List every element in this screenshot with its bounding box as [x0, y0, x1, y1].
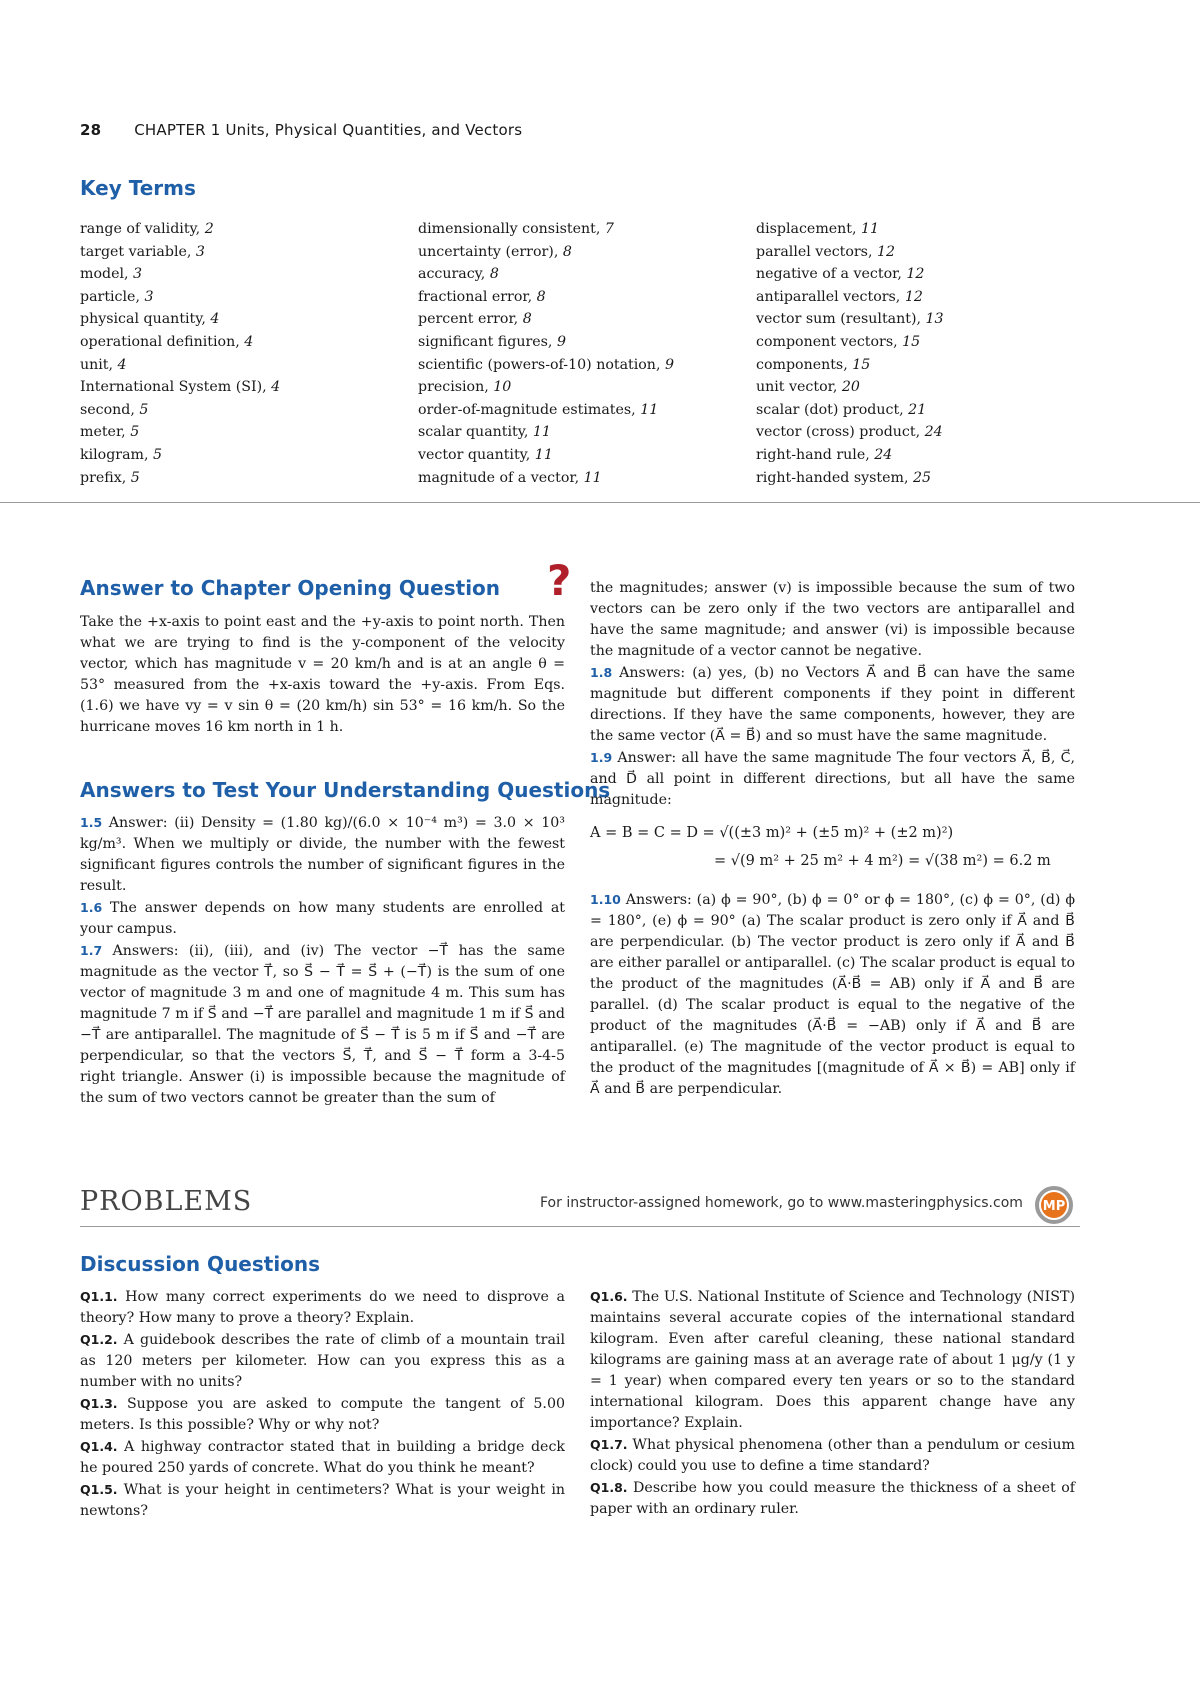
discussion-question: Q1.6. The U.S. National Institute of Science and Technology (NIST) maintains several accurate copies of the international standard kilogram. Even after careful cleaning, these national standard kilograms are gaining mass at an average rate of about 1 μg/y (1 y = 1 year) when compared every ten years or so to the standard international kilogram. Does this apparent change have any importance? Explain. — [590, 1289, 1075, 1431]
key-term: component vectors, 15 — [756, 333, 921, 350]
opening-answer-text: Take the +x-axis to point east and the +y-axis to point north. Then what we are trying to find is the y-component of the velocity vector, which has magnitude v = 20 km/h and is at an angle θ = 53° measured from the +x-axis toward the +y-axis. From Eqs. (1.6) we have vy = v sin θ = (20 km/h) sin 53° = 16 km/h. So the hurricane moves 16 km north in 1 h. — [80, 614, 565, 735]
tyu-right-column — [590, 578, 1075, 1100]
key-term: fractional error, 8 — [418, 288, 546, 305]
key-term: physical quantity, 4 — [80, 311, 220, 328]
key-term: unit, 4 — [80, 356, 127, 373]
key-terms-column-1 — [80, 218, 280, 489]
tyu-answer-1-9: 1.9 Answer: all have the same magnitude The four vectors A⃗, B⃗, C⃗, and D⃗ all point in different directions, but all have the same magnitude: — [590, 750, 1075, 808]
key-term: right-hand rule, 24 — [756, 446, 893, 463]
key-term: vector sum (resultant), 13 — [756, 311, 944, 328]
chapter-title: CHAPTER 1 Units, Physical Quantities, and Vectors — [134, 121, 523, 139]
discussion-question: Q1.4. A highway contractor stated that in building a bridge deck he poured 250 yards of concrete. What do you think he meant? — [80, 1439, 565, 1476]
key-term: displacement, 11 — [756, 221, 880, 237]
key-term: prefix, 5 — [80, 469, 140, 486]
key-term: precision, 10 — [418, 379, 512, 396]
discussion-question: Q1.8. Describe how you could measure the thickness of a sheet of paper with an ordinary ruler. — [590, 1480, 1075, 1517]
key-term: vector quantity, 11 — [418, 446, 553, 463]
discussion-question: Q1.7. What physical phenomena (other than a pendulum or cesium clock) could you use to define a time standard? — [590, 1437, 1075, 1474]
discussion-question: Q1.2. A guidebook describes the rate of climb of a mountain trail as 120 meters per kilometer. How can you express this as a number with no units? — [80, 1332, 565, 1390]
key-term: scientific (powers-of-10) notation, 9 — [418, 356, 674, 373]
key-term: target variable, 3 — [80, 243, 205, 260]
discussion-right-column — [590, 1286, 1075, 1520]
section-divider — [0, 502, 1200, 503]
key-term: antiparallel vectors, 12 — [756, 288, 923, 305]
discussion-left-column — [80, 1286, 565, 1522]
problems-divider — [80, 1226, 1080, 1227]
key-term: vector (cross) product, 24 — [756, 424, 943, 441]
tyu-answer-1-7: 1.7 Answers: (ii), (iii), and (iv) The vector −T⃗ has the same magnitude as the vector T⃗, so S⃗ − T⃗ = S⃗ + (−T⃗) is the sum of one vector of magnitude 3 m and one of magnitude 4 m. This sum has magnitude 7 m if S⃗ and −T⃗ are parallel and magnitude 1 m if S⃗ and −T⃗ are antiparallel. The magnitude of S⃗ − T⃗ is 5 m if S⃗ and −T⃗ are perpendicular, so that the vectors S⃗, T⃗, and S⃗ − T⃗ form a 3-4-5 right triangle. Answer (i) is impossible because the magnitude of the sum of two vectors cannot be greater than the sum of — [80, 943, 565, 1106]
tyu-answer-1-10: 1.10 Answers: (a) ϕ = 90°, (b) ϕ = 0° or ϕ = 180°, (c) ϕ = 0°, (d) ϕ = 180°, (e) ϕ = 90° (a) The scalar product is zero only if A⃗ and B⃗ are perpendicular. (b) The vector product is zero only if A⃗ and B⃗ are either parallel or antiparallel. (c) The scalar product is equal to the product of the magnitudes (A⃗·B⃗ = AB) only if A⃗ and B⃗ are parallel. (d) The scalar product is equal to the negative of the product of the magnitudes (A⃗·B⃗ = −AB) only if A⃗ and B⃗ are antiparallel. (e) The magnitude of the vector product is equal to the product of the magnitudes [(magnitude of A⃗ × B⃗) = AB] only if A⃗ and B⃗ are perpendicular. — [590, 892, 1075, 1097]
problems-title: PROBLEMS — [80, 1186, 253, 1217]
key-term: scalar (dot) product, 21 — [756, 401, 927, 418]
key-term: scalar quantity, 11 — [418, 424, 551, 441]
key-term: unit vector, 20 — [756, 379, 860, 396]
key-term: uncertainty (error), 8 — [418, 243, 572, 260]
key-term: accuracy, 8 — [418, 266, 499, 283]
key-term: negative of a vector, 12 — [756, 266, 925, 283]
tyu-answer-1-7-continued: the magnitudes; answer (v) is impossible because the sum of two vectors can be zero only if the two vectors are antiparallel and have the same magnitude; and answer (vi) is impossible because the magnitude of a vector cannot be negative. — [590, 580, 1075, 659]
key-term: components, 15 — [756, 356, 871, 373]
magnitude-equation-line-1: A = B = C = D = √((±3 m)² + (±5 m)² + (±2 m)²) — [590, 825, 954, 841]
discussion-question: Q1.5. What is your height in centimeters? What is your weight in newtons? — [80, 1482, 565, 1519]
running-header — [80, 121, 522, 139]
tyu-heading: Answers to Test Your Understanding Questions — [80, 778, 611, 802]
key-term: meter, 5 — [80, 424, 140, 441]
key-term: magnitude of a vector, 11 — [418, 469, 602, 486]
discussion-question: Q1.1. How many correct experiments do we need to disprove a theory? How many to prove a theory? Explain. — [80, 1289, 565, 1326]
key-term: particle, 3 — [80, 288, 154, 305]
key-term: significant figures, 9 — [418, 333, 566, 350]
discussion-question: Q1.3. Suppose you are asked to compute the tangent of 5.00 meters. Is this possible? Why or why not? — [80, 1396, 565, 1433]
key-terms-heading: Key Terms — [80, 176, 196, 200]
key-term: percent error, 8 — [418, 311, 532, 328]
key-term: parallel vectors, 12 — [756, 243, 896, 260]
key-term: kilogram, 5 — [80, 446, 163, 463]
homework-note: For instructor-assigned homework, go to www.masteringphysics.com — [540, 1195, 1023, 1211]
magnitude-equation-line-2: = √(9 m² + 25 m² + 4 m²) = √(38 m²) = 6.2 m — [714, 853, 1051, 869]
key-term: range of validity, 2 — [80, 221, 214, 237]
key-term: right-handed system, 25 — [756, 469, 932, 486]
question-mark-icon: ? — [547, 556, 572, 605]
tyu-answer-1-8: 1.8 Answers: (a) yes, (b) no Vectors A⃗ and B⃗ can have the same magnitude but different components if they point in different directions. If they have the same components, however, they are the same vector (A⃗ = B⃗) and so must have the same magnitude. — [590, 665, 1075, 744]
discussion-heading: Discussion Questions — [80, 1252, 321, 1276]
svg-text:MP: MP — [1042, 1199, 1066, 1214]
tyu-answer-1-5: 1.5 Answer: (ii) Density = (1.80 kg)/(6.0 × 10⁻⁴ m³) = 3.0 × 10³ kg/m³. When we multiply or divide, the number with the fewest significant figures controls the number of significant figures in the result. — [80, 815, 565, 894]
page-number: 28 — [80, 121, 102, 139]
key-terms-column-2 — [418, 218, 674, 489]
tyu-left-column — [80, 812, 565, 1109]
key-term: model, 3 — [80, 266, 143, 283]
opening-answer-heading: Answer to Chapter Opening Question — [80, 576, 501, 600]
key-term: dimensionally consistent, 7 — [418, 221, 614, 237]
key-term: operational definition, 4 — [80, 333, 254, 350]
tyu-answer-1-6: 1.6 The answer depends on how many students are enrolled at your campus. — [80, 900, 565, 937]
mastering-physics-logo-icon — [1034, 1185, 1074, 1225]
key-term: order-of-magnitude estimates, 11 — [418, 401, 659, 418]
key-term: second, 5 — [80, 401, 149, 418]
key-terms-column-3 — [756, 218, 944, 489]
key-term: International System (SI), 4 — [80, 379, 281, 396]
